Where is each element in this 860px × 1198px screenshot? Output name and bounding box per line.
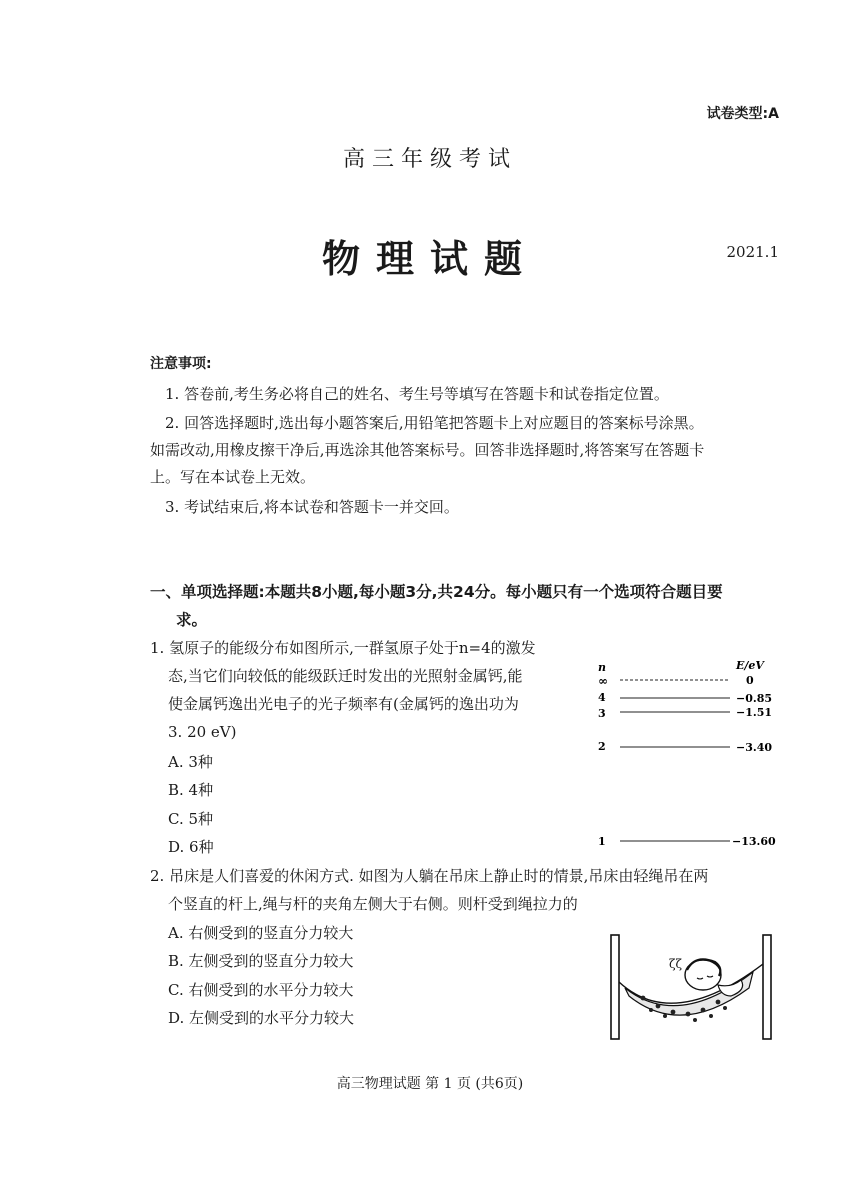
q2-option-b: B. 左侧受到的竖直分力较大: [168, 952, 354, 970]
page-footer: 高三物理试题 第 1 页 (共6页): [336, 1076, 524, 1092]
level-inf-energy: 0: [746, 674, 754, 687]
level-1-n: 1: [598, 835, 606, 848]
notice-item-2: 2. 回答选择题时,选出每小题答案后,用铅笔把答题卡上对应题目的答案标号涂黑。: [165, 414, 704, 432]
q2-option-a: A. 右侧受到的竖直分力较大: [168, 924, 354, 942]
q2-line-2: 个竖直的杆上,绳与杆的夹角左侧大于右侧。则杆受到绳拉力的: [168, 895, 578, 913]
q2-option-d: D. 左侧受到的水平分力较大: [168, 1009, 355, 1027]
notice-item-2-cont: 如需改动,用橡皮擦干净后,再选涂其他答案标号。回答非选择题时,将答案写在答题卡: [150, 441, 705, 459]
level-3-energy: −1.51: [736, 706, 773, 719]
q2-option-c: C. 右侧受到的水平分力较大: [168, 981, 354, 999]
section-heading-line2: 求。: [176, 611, 208, 629]
snore-zzz: ζζ: [669, 957, 683, 971]
subject-title: 物理试题: [321, 236, 538, 281]
n-axis-label: n: [598, 661, 606, 674]
exam-date: 2021.1: [726, 243, 779, 261]
section-heading-line1: 一、单项选择题:本题共8小题,每小题3分,共24分。每小题只有一个选项符合题目要: [150, 583, 723, 601]
paper-type-label: 试卷类型:A: [706, 106, 779, 122]
right-pole: [763, 935, 771, 1039]
notice-heading: 注意事项:: [150, 356, 212, 372]
level-2-energy: −3.40: [736, 741, 773, 754]
level-inf-n: ∞: [598, 674, 608, 688]
notice-item-3: 3. 考试结束后,将本试卷和答题卡一并交回。: [165, 498, 459, 516]
notice-item-2-cont2: 上。写在本试卷上无效。: [150, 468, 316, 486]
q2-line-1: 2. 吊床是人们喜爱的休闲方式. 如图为人躺在吊床上静止时的情景,吊床由轻绳吊在两: [150, 867, 709, 885]
hammock-illustration: [603, 930, 783, 1042]
energy-level-diagram: [590, 655, 790, 855]
q1-line-4: 3. 20 eV): [168, 723, 237, 741]
section-heading: [150, 578, 782, 634]
q1-option-c: C. 5种: [168, 810, 214, 828]
energy-axis-label: E/eV: [736, 659, 764, 672]
level-1-energy: −13.60: [732, 835, 776, 848]
q1-option-b: B. 4种: [168, 781, 214, 799]
q1-line-1: 1. 氢原子的能级分布如图所示,一群氢原子处于n=4的激发: [150, 639, 536, 657]
q1-option-d: D. 6种: [168, 838, 214, 856]
exam-title: 高三年级考试: [342, 147, 517, 172]
level-4-n: 4: [598, 691, 606, 704]
q1-line-3: 使金属钙逸出光电子的光子频率有(金属钙的逸出功为: [168, 695, 519, 713]
notice-item-1: 1. 答卷前,考生务必将自己的姓名、考生号等填写在答题卡和试卷指定位置。: [165, 385, 669, 403]
level-4-energy: −0.85: [736, 692, 773, 705]
level-2-n: 2: [598, 740, 606, 753]
left-pole: [611, 935, 619, 1039]
level-3-n: 3: [598, 707, 606, 720]
q1-line-2: 态,当它们向较低的能级跃迁时发出的光照射金属钙,能: [168, 667, 523, 685]
q1-option-a: A. 3种: [168, 753, 213, 771]
